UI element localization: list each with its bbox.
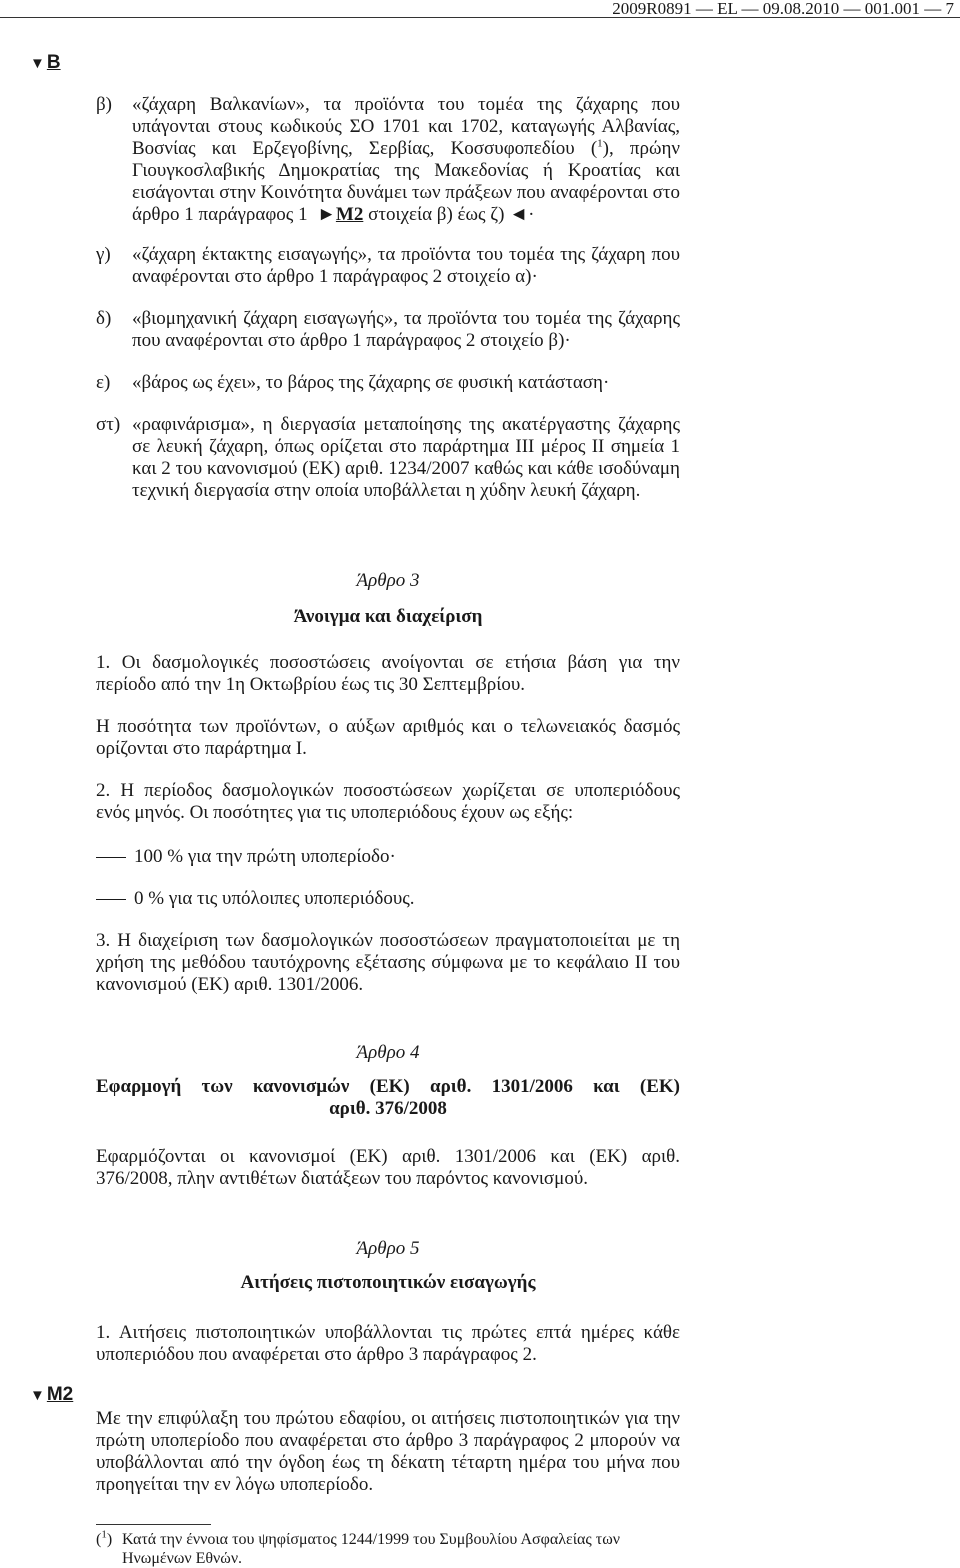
footnote-text: Κατά την έννοια του ψηφίσματος 1244/1999 του Συμβουλίου Ασφαλείας των Ηνωμένων Εθνών. <box>122 1531 620 1567</box>
definition-item-b <box>96 94 680 226</box>
definition-item-st <box>96 414 680 502</box>
item-key: β) <box>96 94 112 115</box>
marker-label: B <box>46 52 61 73</box>
article-5-paragraph-2: Με την επιφύλαξη του πρώτου εδαφίου, οι αιτήσεις πιστοποιητικών για την πρώτη υποπερίοδο που αναφέρεται στο άρθρο 3 παράγραφος 2 μπορούν να υποβάλλονται από την όγδοη έως τη δέκατη τέταρτη ημέρα του μήνα που προηγείται την εν λόγω υποπερίοδο. <box>96 1408 680 1495</box>
article-5-title: Αιτήσεις πιστοποιητικών εισαγωγής <box>240 1272 536 1293</box>
item-text: «ζάχαρη έκτακτης εισαγωγής», τα προϊόντα του τομέα της ζάχαρη που αναφέρονται στο άρθρο 1 παράγραφος 2 στοιχείο α)· <box>132 244 680 287</box>
item-text: «ραφινάρισμα», η διεργασία μεταποίησης της ακατέργαστης ζάχαρης σε λευκή ζάχαρη, όπως ορίζεται στο παράρτημα ΙΙΙ μέρος ΙΙ σημεία 1 και 2 του κανονισμού (ΕΚ) αριθ. 1234/2007 καθώς και κάθε ισοδύναμη τεχνική διεργασία στην οποία υποβάλλεται η χύδην λευκή ζάχαρη. <box>132 414 680 501</box>
triangle-left-icon: ◄ <box>509 204 529 225</box>
dash-icon <box>96 857 126 858</box>
amendment-ref-m2[interactable]: ►M2 <box>317 204 364 225</box>
header-rule <box>0 17 960 18</box>
article-3-title: Άνοιγμα και διαχείριση <box>293 606 483 627</box>
definition-item-d <box>96 308 680 352</box>
item-text: «βάρος ως έχει», το βάρος της ζάχαρης σε φυσική κατάσταση· <box>132 372 610 393</box>
article-3-paragraph-2: 2. Η περίοδος δασμολογικών ποσοστώσεων χωρίζεται σε υποπεριόδους ενός μηνός. Οι ποσότητες για τις υποπεριόδους έχουν ως εξής: <box>96 780 680 823</box>
triangle-right-icon: ► <box>317 204 336 225</box>
item-key: γ) <box>96 244 111 265</box>
triangle-down-icon: ▼ <box>30 1387 45 1404</box>
article-4-paragraph-1: Εφαρμόζονται οι κανονισμοί (ΕΚ) αριθ. 1301/2006 και (ΕΚ) αριθ. 376/2008, πλην αντιθέτων διατάξεων του παρόντος κανονισμού. <box>96 1146 680 1189</box>
article-4-title-line-2: αριθ. 376/2008 <box>329 1098 447 1119</box>
marker-label: M2 <box>46 1384 74 1405</box>
footnote-rule <box>96 1524 211 1525</box>
article-4-title-line-1: Εφαρμογή των κανονισμών (ΕΚ) αριθ. 1301/2006 και (ΕΚ) <box>96 1076 680 1097</box>
item-text: «ζάχαρη Βαλκανίων», τα προϊόντα του τομέα της ζάχαρης που υπάγονται στους κωδικούς ΣΟ 1701 και 1702, καταγωγής Αλβανίας, Βοσνίας και Ερζεγοβίνης, Σερβίας, Κοσσυφοπεδίου ($^1$), πρώην Γιουγκοσλαβικής Δημοκρατίας της Μακεδονίας ή Κροατίας και εισάγονται στην Κοινότητα δυνάμει των πράξεων που αναφέρονται στο άρθρο 1 παράγραφος 1 ►M2 στοιχεία β) έως ζ) ◄· <box>132 94 680 225</box>
item-key: στ) <box>96 414 121 435</box>
article-3-paragraph-1b: Η ποσότητα των προϊόντων, ο αύξων αριθμός και ο τελωνειακός δασμός ορίζονται στο παράρτημα Ι. <box>96 716 680 759</box>
item-key: δ) <box>96 308 112 329</box>
article-5-number: Άρθρο 5 <box>356 1238 420 1259</box>
article-5-paragraph-1: 1. Αιτήσεις πιστοποιητικών υποβάλλονται τις πρώτες επτά ημέρες κάθε υποπεριόδου που αναφέρεται στο άρθρο 3 παράγραφος 2. <box>96 1322 680 1365</box>
footnote <box>96 1530 680 1568</box>
amendment-marker-b <box>30 52 61 75</box>
item-text: «βιομηχανική ζάχαρη εισαγωγής», τα προϊόντα του τομέα της ζάχαρης που αναφέρονται στο άρθρο 1 παράγραφος 2 στοιχείο β)· <box>132 308 680 351</box>
item-key: ε) <box>96 372 111 393</box>
dash-icon <box>96 899 126 900</box>
footnote-ref[interactable]: 1 <box>597 137 603 150</box>
article-4-number: Άρθρο 4 <box>356 1042 420 1063</box>
article-3-number: Άρθρο 3 <box>356 570 420 591</box>
page-header <box>0 0 960 17</box>
article-3-paragraph-1: 1. Οι δασμολογικές ποσοστώσεις ανοίγονται σε ετήσια βάση για την περίοδο από την 1η Οκτωβρίου έως τις 30 Σεπτεμβρίου. <box>96 652 680 695</box>
amendment-marker-m2 <box>30 1384 73 1407</box>
definition-item-e <box>96 372 680 394</box>
dash-list-item: 0 % για τις υπόλοιπες υποπεριόδους. <box>96 888 680 910</box>
triangle-down-icon: ▼ <box>30 55 45 72</box>
document-reference: 2009R0891 — EL — 09.08.2010 — 001.001 — 7 <box>612 0 954 18</box>
footnote-key: ($^1$) <box>96 1528 113 1548</box>
dash-list-item: 100 % για την πρώτη υποπερίοδο· <box>96 846 680 868</box>
definition-item-c <box>96 244 680 288</box>
article-3-paragraph-3: 3. Η διαχείριση των δασμολογικών ποσοστώσεων πραγματοποιείται με τη χρήση της μεθόδου ταυτόχρονης εξέτασης σύμφωνα με το κεφάλαιο ΙΙ του κανονισμού (ΕΚ) αριθ. 1301/2006. <box>96 930 680 995</box>
